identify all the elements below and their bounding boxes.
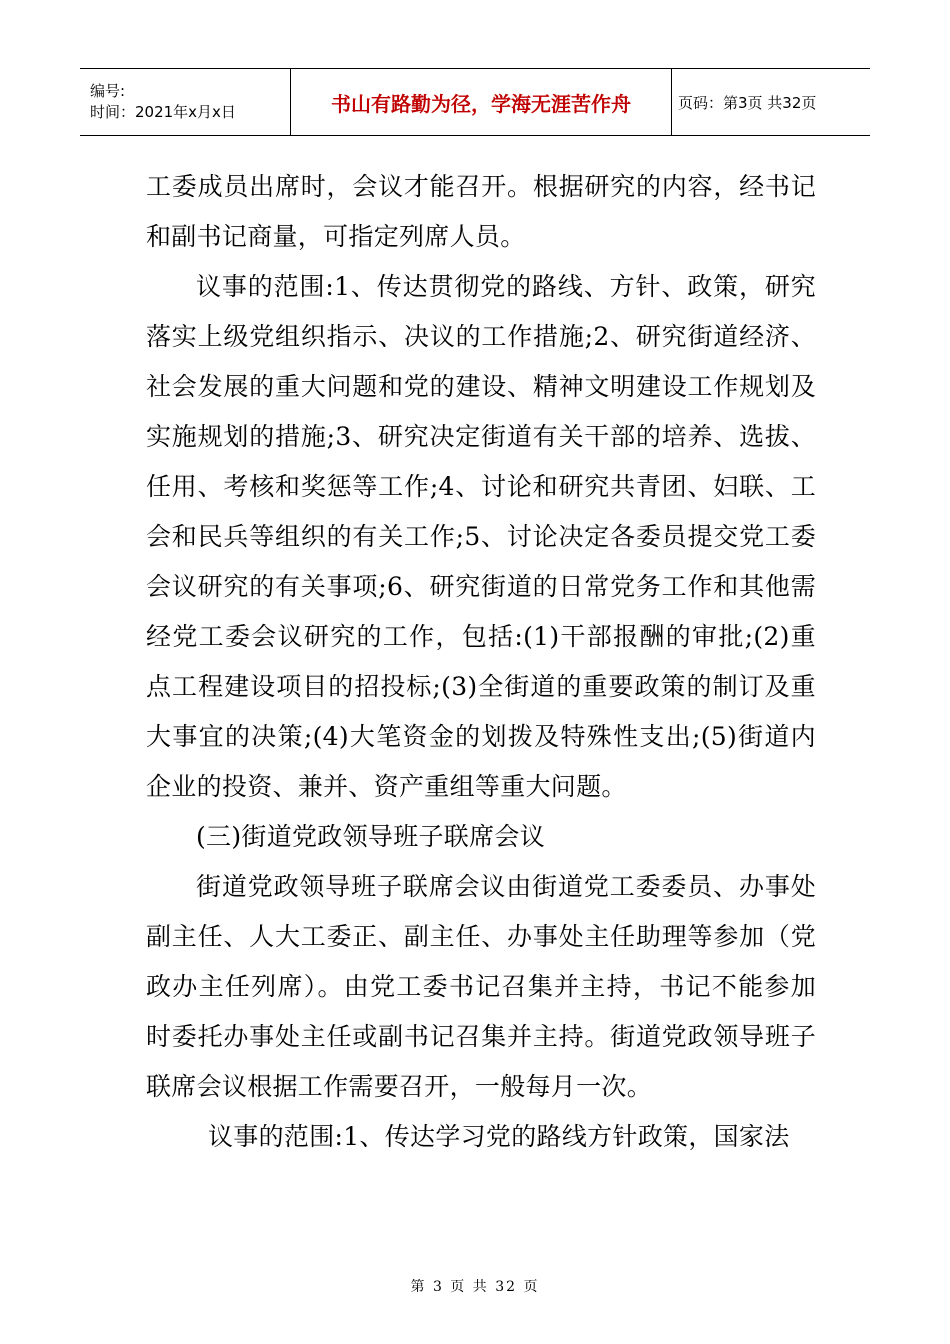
header-page-info: 页码：第3页 共32页 [672,69,871,136]
header-motto: 书山有路勤为径，学海无涯苦作舟 [291,69,672,136]
document-time-label: 时间：2021年x月x日 [90,103,236,121]
paragraph-continuation: 工委成员出席时，会议才能召开。根据研究的内容，经书记和副书记商量，可指定列席人员。 [146,172,816,251]
section-heading-joint-meeting: (三)街道党政领导班子联席会议 [196,822,546,851]
paragraph-scope-party-committee: 议事的范围:1、传达贯彻党的路线、方针、政策，研究落实上级党组织指示、决议的工作措施;2、研究街道经济、社会发展的重大问题和党的建设、精神文明建设工作规划及实施规划的措施;3、研究决定街道有关干部的培养、选拔、任用、考核和奖惩等工作;4、讨论和研究共青团、妇联、工会和民兵等组织的有关工作;5、讨论决定各委员提交党工委会议研究的有关事项;6、研究街道的日常党务工作和其他需经党工委会议研究的工作，包括:(1)干部报酬的审批;(2)重点工程建设项目的招投标;(3)全街道的重要政策的制订及重大事宜的决策;(4)大笔资金的划拨及特殊性支出;(5)街道内企业的投资、兼并、资产重组等重大问题。 [146,272,816,801]
document-number-label: 编号: [90,82,126,100]
header-meta-cell [80,69,291,136]
paragraph-scope-joint-meeting: 议事的范围:1、传达学习党的路线方针政策，国家法 [208,1122,790,1151]
page-footer: 第 3 页 共 32 页 [410,1279,540,1295]
document-body [146,162,816,1162]
paragraph-joint-meeting: 街道党政领导班子联席会议由街道党工委委员、办事处副主任、人大工委正、副主任、办事处主任助理等参加（党政办主任列席）。由党工委书记召集并主持，书记不能参加时委托办事处主任或副书记召集并主持。街道党政领导班子联席会议根据工作需要召开，一般每月一次。 [146,872,816,1101]
document-header [80,68,870,136]
